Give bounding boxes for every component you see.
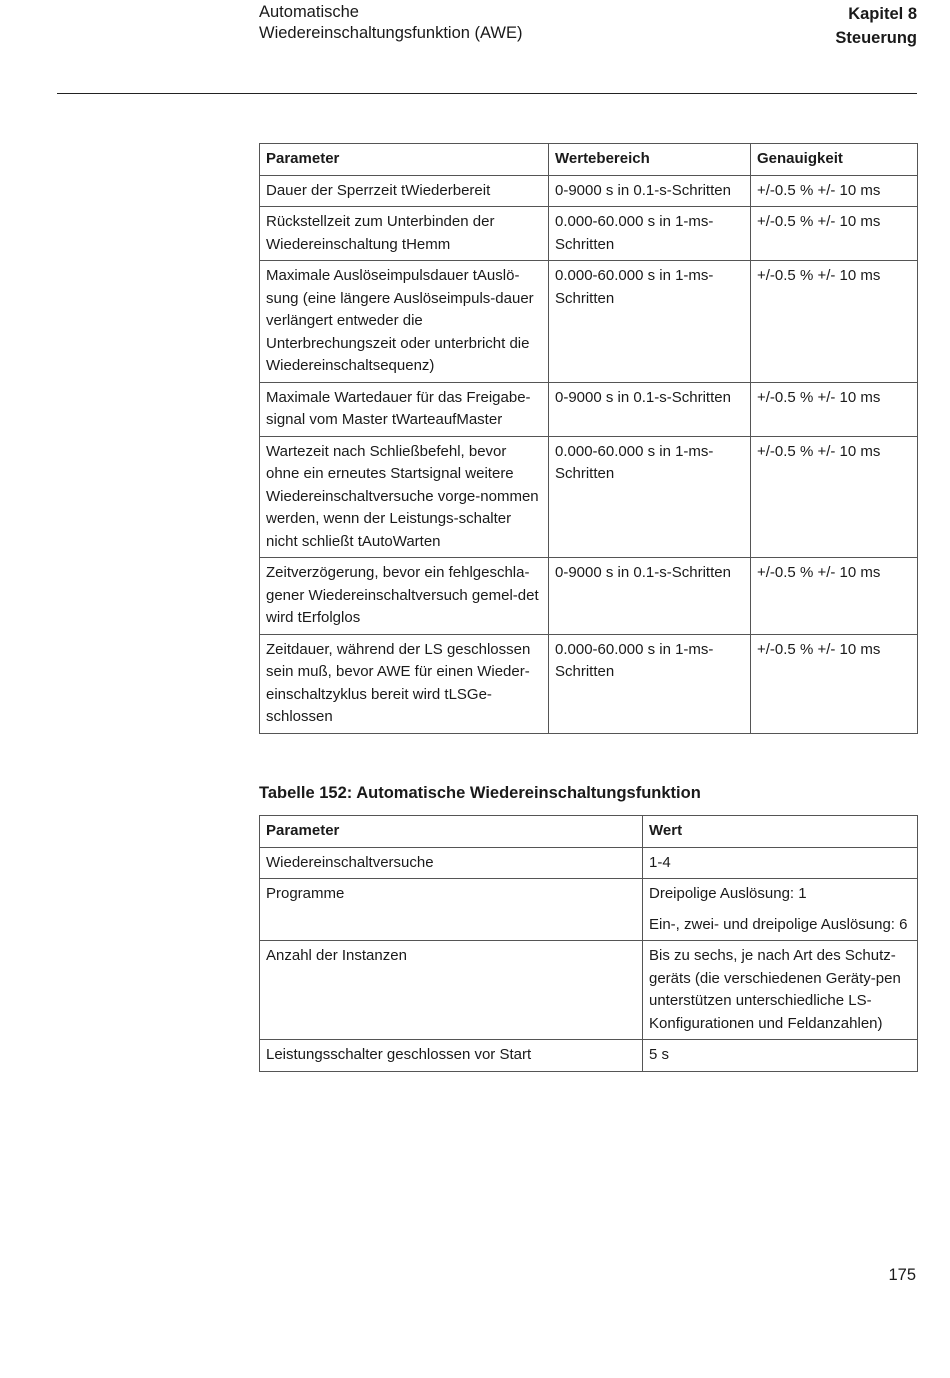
table-cell: Programme — [260, 879, 643, 941]
table-caption: Tabelle 152: Automatische Wiedereinschaltungsfunktion — [259, 784, 701, 802]
table-cell: +/-0.5 % +/- 10 ms — [751, 558, 918, 635]
cell-value: Dreipolige Auslösung: 1 — [649, 885, 807, 902]
column-header: Wert — [643, 816, 918, 848]
header-chapter — [835, 2, 917, 50]
table-cell: +/-0.5 % +/- 10 ms — [751, 261, 918, 383]
header-chapter-title: Steuerung — [835, 29, 917, 47]
table-row — [260, 941, 918, 1040]
table-cell: Maximale Auslöseimpulsdauer tAuslö-sung (eine längere Auslöseimpuls-dauer verlängert entweder die Unterbrechungszeit oder unterbricht die Wiedereinschaltsequenz) — [260, 261, 549, 383]
table-cell: 0-9000 s in 0.1-s-Schritten — [549, 558, 751, 635]
table-cell: +/-0.5 % +/- 10 ms — [751, 382, 918, 436]
table-row — [260, 382, 918, 436]
table-cell: Wartezeit nach Schließbefehl, bevor ohne ein erneutes Startsignal weitere Wiedereinschaltversuche vorge-nommen werden, wenn der Leistungs-schalter nicht schließt tAutoWarten — [260, 436, 549, 558]
table-row — [260, 175, 918, 207]
header-chapter-number: Kapitel 8 — [848, 5, 917, 23]
table-cell: Zeitdauer, während der LS geschlossen sein muß, bevor AWE für einen Wieder-einschaltzyklus bereit wird tLSGe-schlossen — [260, 634, 549, 733]
table-cell: +/-0.5 % +/- 10 ms — [751, 634, 918, 733]
column-header: Parameter — [260, 816, 643, 848]
table-cell: Leistungsschalter geschlossen vor Start — [260, 1040, 643, 1072]
table-cell: +/-0.5 % +/- 10 ms — [751, 207, 918, 261]
header-divider — [57, 93, 917, 94]
table-cell: Dauer der Sperrzeit tWiederbereit — [260, 175, 549, 207]
cell-value: 1-4 — [649, 853, 671, 871]
column-header: Wertebereich — [549, 144, 751, 176]
table-cell: Rückstellzeit zum Unterbinden der Wiedereinschaltung tHemm — [260, 207, 549, 261]
table-row — [260, 207, 918, 261]
header-title-line1: Automatische — [259, 3, 359, 21]
table-cell: Anzahl der Instanzen — [260, 941, 643, 1040]
cell-value: Ein-, zwei- und dreipolige Auslösung: 6 — [649, 915, 908, 933]
function-values-table — [259, 815, 918, 1072]
table-row — [260, 261, 918, 383]
table-cell: 0.000-60.000 s in 1-ms-Schritten — [549, 261, 751, 383]
table-cell — [643, 941, 918, 1040]
table-cell: +/-0.5 % +/- 10 ms — [751, 175, 918, 207]
table-cell: 0-9000 s in 0.1-s-Schritten — [549, 382, 751, 436]
table-row — [260, 436, 918, 558]
header-title-line2: Wiedereinschaltungsfunktion (AWE) — [259, 24, 523, 42]
table-cell — [643, 847, 918, 879]
table-row — [260, 879, 918, 941]
table-cell: 0.000-60.000 s in 1-ms-Schritten — [549, 207, 751, 261]
table-row — [260, 1040, 918, 1072]
cell-value: Bis zu sechs, je nach Art des Schutz-geräts (die verschiedenen Geräty-pen unterstützen unterschiedliche LS-Konfigurationen und Feldanzahlen) — [649, 947, 901, 1032]
column-header: Parameter — [260, 144, 549, 176]
table-cell: Maximale Wartedauer für das Freigabe-signal vom Master tWarteaufMaster — [260, 382, 549, 436]
header-section-title — [259, 2, 523, 44]
table-header-row — [260, 816, 918, 848]
table-cell: 0-9000 s in 0.1-s-Schritten — [549, 175, 751, 207]
cell-value: 5 s — [649, 1046, 670, 1063]
table-cell: +/-0.5 % +/- 10 ms — [751, 436, 918, 558]
table-cell: Zeitverzögerung, bevor ein fehlgeschla-gener Wiedereinschaltversuch gemel-det wird tErfolglos — [260, 558, 549, 635]
table-header-row — [260, 144, 918, 176]
page-number: 175 — [888, 1266, 916, 1284]
parameter-range-table — [259, 143, 918, 734]
table-row — [260, 634, 918, 733]
table-cell — [643, 1040, 918, 1072]
table-row — [260, 847, 918, 879]
table-cell — [643, 879, 918, 941]
column-header: Genauigkeit — [751, 144, 918, 176]
table-cell: 0.000-60.000 s in 1-ms-Schritten — [549, 436, 751, 558]
table-cell: Wiedereinschaltversuche — [260, 847, 643, 879]
table-cell: 0.000-60.000 s in 1-ms-Schritten — [549, 634, 751, 733]
table-row — [260, 558, 918, 635]
